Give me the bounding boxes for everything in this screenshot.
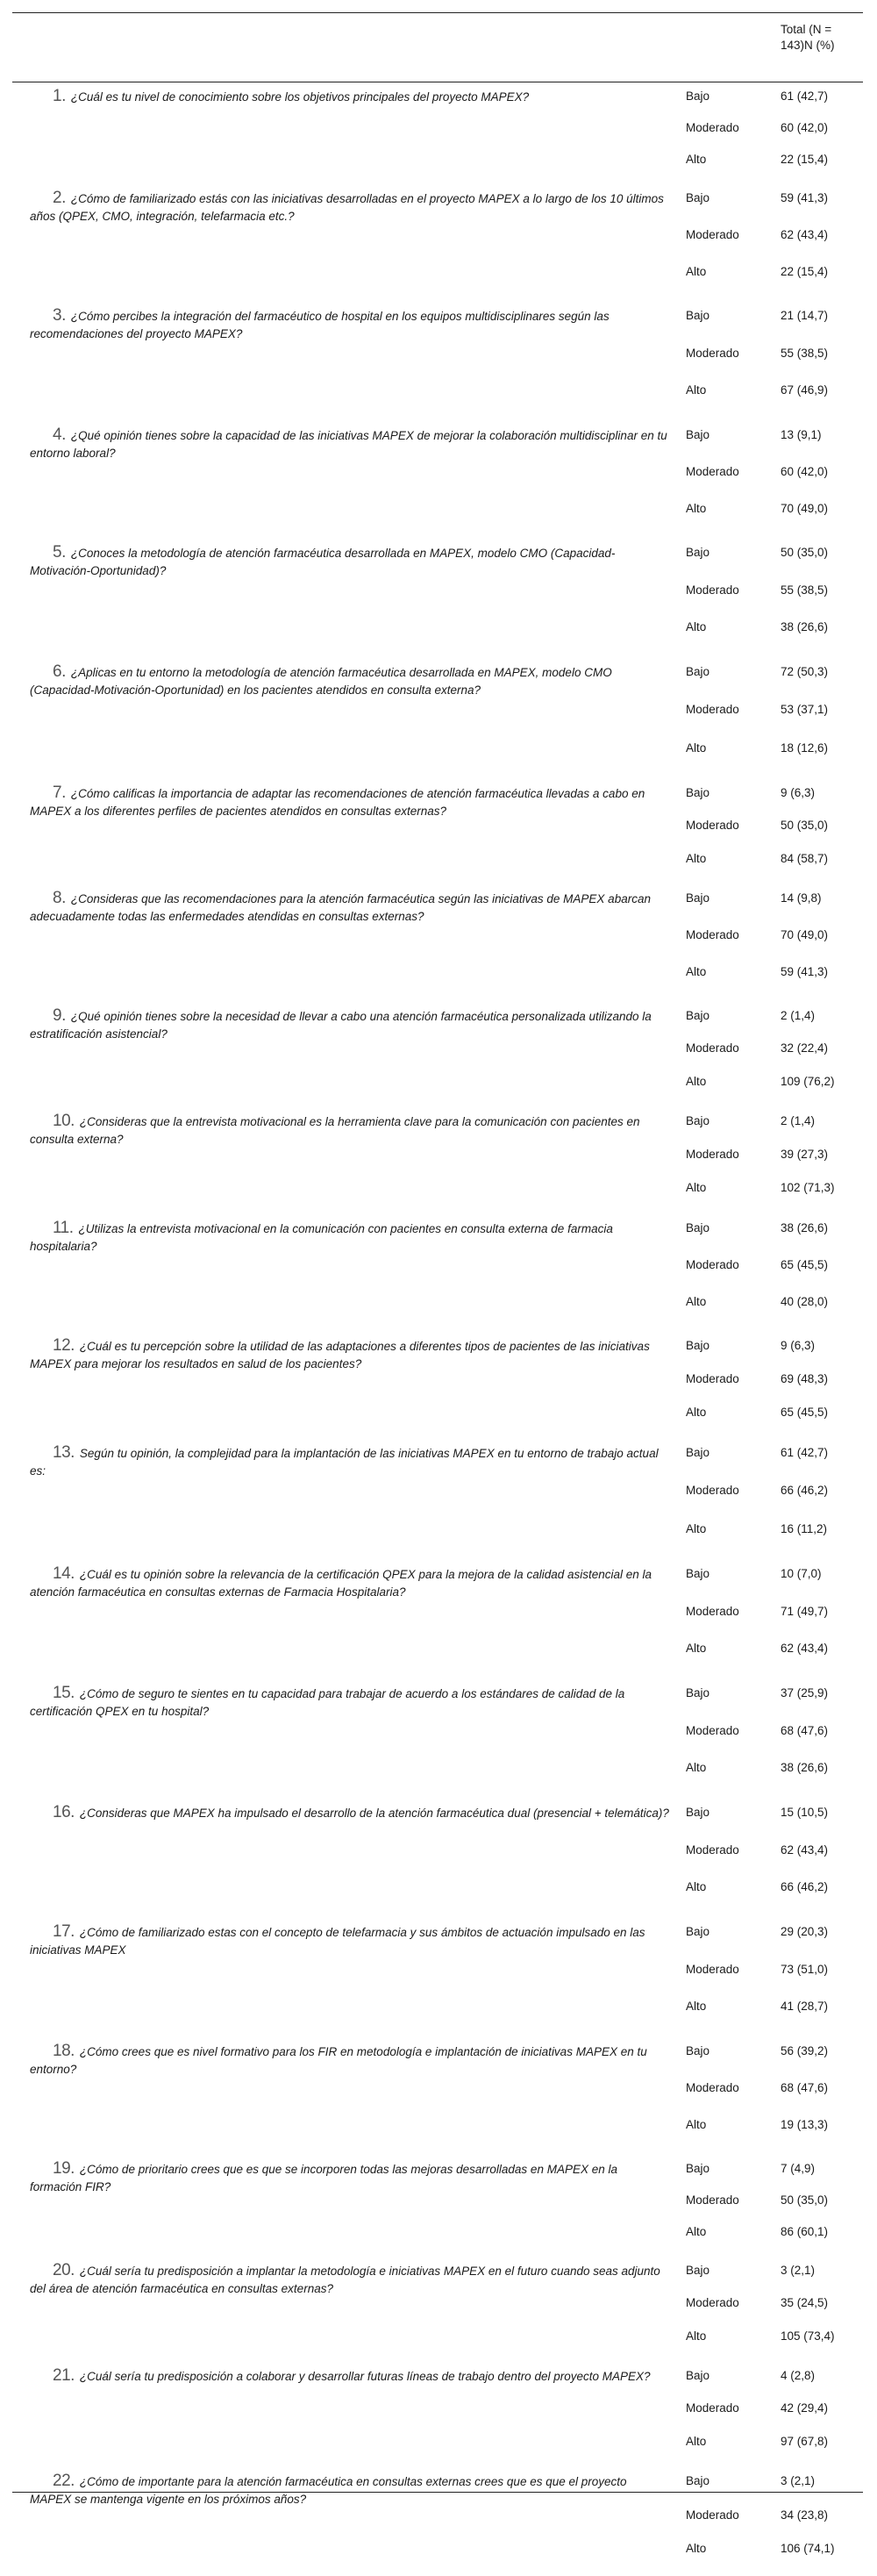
question-block	[12, 1332, 863, 1439]
response-level: Bajo	[686, 2264, 710, 2277]
response-count: 105 (73,4)	[781, 2329, 835, 2343]
question-label: ¿Qué opinión tienes sobre la necesidad de llevar a cabo una atención farmacéutica personalizada utilizando la estratificación asistencial?	[30, 1010, 652, 1041]
question-number: 11 .	[53, 1219, 74, 1237]
response-count: 9 (6,3)	[781, 786, 816, 799]
question-block	[12, 1918, 863, 2037]
response-count: 14 (9,8)	[781, 891, 822, 905]
response-level: Bajo	[686, 428, 710, 441]
response-count: 61 (42,7)	[781, 89, 829, 103]
response-count: 19 (13,3)	[781, 2118, 829, 2131]
question-block	[12, 1560, 863, 1679]
response-count: 55 (38,5)	[781, 347, 829, 360]
response-count: 67 (46,9)	[781, 383, 829, 397]
response-count: 73 (51,0)	[781, 1963, 829, 1976]
response-level: Bajo	[686, 2369, 710, 2382]
question-label: ¿Cuál sería tu predisposición a colaborar y desarrollar futuras líneas de trabajo dentro del proyecto MAPEX?	[79, 2370, 651, 2383]
response-level: Alto	[686, 502, 707, 515]
response-count: 53 (37,1)	[781, 703, 829, 716]
response-count: 3 (2,1)	[781, 2474, 816, 2487]
response-count: 66 (46,2)	[781, 1880, 829, 1893]
question-label: ¿Utilizas la entrevista motivacional en la comunicación con pacientes en consulta externa de farmacia hospitalaria?	[30, 1222, 613, 1253]
question-text	[30, 1923, 670, 1959]
response-count: 84 (58,7)	[781, 852, 829, 865]
question-block	[12, 2362, 863, 2467]
response-level: Alto	[686, 2329, 707, 2343]
response-count: 50 (35,0)	[781, 546, 829, 559]
response-level: Moderado	[686, 2401, 739, 2415]
response-count: 86 (60,1)	[781, 2225, 829, 2238]
response-count: 40 (28,0)	[781, 1295, 829, 1308]
table-header	[12, 12, 863, 82]
total-column-header: Total (N = 143)N (%)	[781, 23, 835, 52]
response-count: 65 (45,5)	[781, 1258, 829, 1271]
response-level: Moderado	[686, 1963, 739, 1976]
question-label: ¿Cómo de importante para la atención farmacéutica en consultas externas crees que es que el proyecto MAPEX se mantenga vigente en los próximos años?	[30, 2475, 627, 2506]
response-level: Bajo	[686, 2162, 710, 2175]
question-text	[30, 784, 670, 820]
question-block	[12, 1214, 863, 1332]
response-level: Moderado	[686, 1605, 739, 1618]
response-count: 39 (27,3)	[781, 1148, 829, 1161]
response-count: 3 (2,1)	[781, 2264, 816, 2277]
question-label: ¿Cómo crees que es nivel formativo para los FIR en metodología e implantación de iniciativas MAPEX en tu entorno?	[30, 2045, 647, 2076]
question-text	[30, 544, 670, 580]
question-text	[30, 1685, 670, 1721]
question-block	[12, 1439, 863, 1560]
response-level: Moderado	[686, 1258, 739, 1271]
response-level: Bajo	[686, 1221, 710, 1234]
question-number: 3 .	[53, 306, 66, 325]
response-level: Alto	[686, 2225, 707, 2238]
response-count: 41 (28,7)	[781, 2000, 829, 2013]
question-number: 4 .	[53, 426, 66, 444]
question-label: ¿Cuál es tu opinión sobre la relevancia de la certificación QPEX para la mejora de la calidad asistencial en la atención farmacéutica en consultas externas de Farmacia Hospitalaria?	[30, 1568, 652, 1599]
response-count: 62 (43,4)	[781, 228, 829, 241]
question-text	[30, 190, 670, 225]
question-label: ¿Cuál es tu percepción sobre la utilidad de las adaptaciones a diferentes tipos de pacientes de las iniciativas MAPEX para mejorar los resultados en salud de los pacientes?	[30, 1340, 650, 1370]
survey-table	[12, 12, 863, 2576]
question-text	[30, 890, 670, 926]
response-level: Bajo	[686, 309, 710, 322]
response-level: Bajo	[686, 1114, 710, 1127]
response-count: 9 (6,3)	[781, 1339, 816, 1352]
response-count: 62 (43,4)	[781, 1642, 829, 1655]
response-level: Moderado	[686, 2296, 739, 2309]
question-block	[12, 1679, 863, 1799]
response-level: Moderado	[686, 928, 739, 941]
response-count: 72 (50,3)	[781, 665, 829, 678]
question-label: ¿Cuál sería tu predisposición a implantar la metodología e iniciativas MAPEX en el futuro cuando seas adjunto del área de atención farmacéutica en consultas externas?	[30, 2265, 660, 2295]
question-label: ¿Cómo de seguro te sientes en tu capacidad para trabajar de acuerdo a los estándares de calidad de la certificación QPEX en tu hospital?	[30, 1687, 625, 1718]
question-block	[12, 2257, 863, 2362]
question-block	[12, 1107, 863, 1214]
question-block	[12, 184, 863, 302]
response-level: Alto	[686, 1295, 707, 1308]
response-level: Moderado	[686, 1041, 739, 1055]
response-level: Alto	[686, 265, 707, 278]
response-count: 61 (42,7)	[781, 1446, 829, 1459]
question-number: 14 .	[53, 1564, 75, 1583]
question-label: ¿Consideras que la entrevista motivacional es la herramienta clave para la comunicación con pacientes en consulta externa?	[30, 1115, 640, 1146]
question-block	[12, 658, 863, 779]
response-level: Moderado	[686, 121, 739, 134]
response-count: 15 (10,5)	[781, 1806, 829, 1819]
response-count: 102 (71,3)	[781, 1181, 835, 1194]
question-number: 15 .	[53, 1684, 75, 1702]
response-count: 18 (12,6)	[781, 741, 829, 755]
response-count: 10 (7,0)	[781, 1567, 822, 1580]
question-number: 22 .	[53, 2472, 75, 2490]
question-block	[12, 2037, 863, 2155]
question-text	[30, 2160, 670, 2196]
question-number: 13 .	[53, 1443, 75, 1462]
response-count: 4 (2,8)	[781, 2369, 816, 2382]
response-count: 2 (1,4)	[781, 1009, 816, 1022]
question-block	[12, 2155, 863, 2257]
question-number: 20 .	[53, 2261, 75, 2279]
response-count: 13 (9,1)	[781, 428, 822, 441]
response-level: Bajo	[686, 1339, 710, 1352]
response-count: 38 (26,6)	[781, 1221, 829, 1234]
question-text	[30, 663, 670, 699]
question-text	[30, 1113, 670, 1148]
question-label: ¿Aplicas en tu entorno la metodología de atención farmacéutica desarrollada en MAPEX, modelo CMO (Capacidad-Motivación-Oportunidad) en los pacientes atendidos en consulta externa?	[30, 666, 612, 697]
response-count: 38 (26,6)	[781, 620, 829, 633]
question-text	[30, 88, 670, 106]
response-count: 29 (20,3)	[781, 1925, 829, 1938]
response-level: Bajo	[686, 2474, 710, 2487]
question-label: ¿Cómo calificas la importancia de adaptar las recomendaciones de atención farmacéutica llevadas a cabo en MAPEX a los diferentes perfiles de pacientes atendidos en consultas externas?	[30, 787, 645, 818]
response-count: 50 (35,0)	[781, 2193, 829, 2207]
response-level: Bajo	[686, 546, 710, 559]
response-level: Alto	[686, 153, 707, 166]
question-text	[30, 1220, 670, 1256]
question-number: 7 .	[53, 784, 66, 802]
question-label: ¿Cuál es tu nivel de conocimiento sobre los objetivos principales del proyecto MAPEX?	[70, 90, 530, 104]
response-count: 70 (49,0)	[781, 928, 829, 941]
response-level: Moderado	[686, 1724, 739, 1737]
response-level: Bajo	[686, 1686, 710, 1699]
question-label: ¿Qué opinión tienes sobre la capacidad de las iniciativas MAPEX de mejorar la colaboración multidisciplinar en tu entorno laboral?	[30, 429, 667, 460]
question-text	[30, 1007, 670, 1043]
response-level: Moderado	[686, 465, 739, 478]
response-level: Moderado	[686, 2193, 739, 2207]
response-level: Alto	[686, 2118, 707, 2131]
response-count: 60 (42,0)	[781, 465, 829, 478]
question-block	[12, 1002, 863, 1107]
question-text	[30, 1444, 670, 1480]
response-level: Moderado	[686, 703, 739, 716]
response-level: Moderado	[686, 228, 739, 241]
response-level: Alto	[686, 2435, 707, 2448]
response-count: 21 (14,7)	[781, 309, 829, 322]
response-level: Moderado	[686, 2508, 739, 2522]
response-count: 35 (24,5)	[781, 2296, 829, 2309]
response-count: 65 (45,5)	[781, 1406, 829, 1419]
response-level: Bajo	[686, 1009, 710, 1022]
response-count: 42 (29,4)	[781, 2401, 829, 2415]
question-block	[12, 2467, 863, 2576]
response-count: 7 (4,9)	[781, 2162, 816, 2175]
response-count: 55 (38,5)	[781, 583, 829, 597]
response-count: 2 (1,4)	[781, 1114, 816, 1127]
response-level: Alto	[686, 1880, 707, 1893]
response-level: Bajo	[686, 2044, 710, 2057]
response-level: Bajo	[686, 1446, 710, 1459]
question-number: 17 .	[53, 1922, 75, 1941]
question-label: ¿Conoces la metodología de atención farmacéutica desarrollada en MAPEX, modelo CMO (Capacidad-Motivación-Oportunidad)?	[30, 547, 616, 577]
response-level: Alto	[686, 1522, 707, 1535]
question-label: ¿Cómo percibes la integración del farmacéutico de hospital en los equipos multidisciplinares según las recomendaciones del proyecto MAPEX?	[30, 310, 610, 340]
response-level: Moderado	[686, 583, 739, 597]
response-level: Bajo	[686, 191, 710, 204]
question-number: 6 .	[53, 662, 66, 681]
question-number: 21 .	[53, 2366, 75, 2385]
question-text	[30, 1565, 670, 1601]
response-count: 38 (26,6)	[781, 1761, 829, 1774]
response-level: Bajo	[686, 1567, 710, 1580]
question-number: 16 .	[53, 1803, 75, 1821]
response-count: 59 (41,3)	[781, 191, 829, 204]
question-block	[12, 884, 863, 1002]
question-text	[30, 2262, 670, 2298]
question-label: ¿Cómo de prioritario crees que es que se incorporen todas las mejoras desarrolladas en MAPEX en la formación FIR?	[30, 2163, 617, 2193]
response-level: Alto	[686, 2542, 707, 2555]
question-text	[30, 307, 670, 343]
response-count: 106 (74,1)	[781, 2542, 835, 2555]
question-label: ¿Consideras que las recomendaciones para la atención farmacéutica según las iniciativas de MAPEX abarcan adecuadamente todas las enfermedades atendidas en consultas externas?	[30, 892, 651, 923]
question-label: ¿Cómo de familiarizado estás con las iniciativas desarrolladas en el proyecto MAPEX a lo largo de los 10 últimos años (QPEX, CMO, integración, telefarmacia etc.?	[30, 192, 664, 223]
question-block	[12, 82, 863, 184]
response-level: Moderado	[686, 2081, 739, 2094]
question-number: 10 .	[53, 1112, 75, 1130]
response-count: 70 (49,0)	[781, 502, 829, 515]
response-level: Alto	[686, 852, 707, 865]
response-level: Moderado	[686, 1372, 739, 1385]
response-count: 66 (46,2)	[781, 1484, 829, 1497]
response-level: Moderado	[686, 1148, 739, 1161]
response-level: Bajo	[686, 891, 710, 905]
response-count: 71 (49,7)	[781, 1605, 829, 1618]
response-level: Bajo	[686, 786, 710, 799]
response-count: 22 (15,4)	[781, 153, 829, 166]
response-level: Alto	[686, 741, 707, 755]
question-number: 12 .	[53, 1336, 75, 1355]
response-level: Alto	[686, 383, 707, 397]
question-text	[30, 2472, 670, 2508]
question-number: 9 .	[53, 1006, 66, 1025]
question-block	[12, 1799, 863, 1918]
response-level: Alto	[686, 1075, 707, 1088]
response-level: Moderado	[686, 347, 739, 360]
response-count: 69 (48,3)	[781, 1372, 829, 1385]
question-number: 18 .	[53, 2042, 75, 2060]
response-count: 22 (15,4)	[781, 265, 829, 278]
response-count: 97 (67,8)	[781, 2435, 829, 2448]
question-number: 19 .	[53, 2159, 75, 2178]
response-count: 68 (47,6)	[781, 1724, 829, 1737]
question-number: 5 .	[53, 543, 66, 562]
question-number: 2 .	[53, 189, 66, 207]
response-level: Alto	[686, 1406, 707, 1419]
response-count: 37 (25,9)	[781, 1686, 829, 1699]
response-count: 34 (23,8)	[781, 2508, 829, 2522]
response-level: Alto	[686, 965, 707, 978]
response-level: Bajo	[686, 1806, 710, 1819]
response-count: 50 (35,0)	[781, 819, 829, 832]
response-count: 62 (43,4)	[781, 1843, 829, 1857]
question-text	[30, 1337, 670, 1373]
question-text	[30, 426, 670, 462]
response-level: Alto	[686, 1761, 707, 1774]
response-level: Alto	[686, 2000, 707, 2013]
response-count: 32 (22,4)	[781, 1041, 829, 1055]
response-level: Moderado	[686, 1843, 739, 1857]
response-level: Bajo	[686, 89, 710, 103]
question-block	[12, 779, 863, 884]
response-count: 109 (76,2)	[781, 1075, 835, 1088]
question-label: Según tu opinión, la complejidad para la implantación de las iniciativas MAPEX en tu entorno de trabajo actual es:	[30, 1447, 659, 1478]
question-text	[30, 1804, 670, 1822]
question-block	[12, 421, 863, 539]
question-label: ¿Cómo de familiarizado estas con el concepto de telefarmacia y sus ámbitos de actuación impulsado en las iniciativas MAPEX	[30, 1926, 645, 1957]
table-body	[12, 82, 863, 2576]
response-count: 60 (42,0)	[781, 121, 829, 134]
question-block	[12, 302, 863, 421]
response-count: 56 (39,2)	[781, 2044, 829, 2057]
table-bottom-rule	[12, 2492, 863, 2493]
question-number: 1 .	[53, 87, 66, 105]
response-count: 59 (41,3)	[781, 965, 829, 978]
question-text	[30, 2043, 670, 2079]
response-level: Moderado	[686, 819, 739, 832]
response-count: 68 (47,6)	[781, 2081, 829, 2094]
response-level: Moderado	[686, 1484, 739, 1497]
response-level: Bajo	[686, 1925, 710, 1938]
question-number: 8 .	[53, 889, 66, 907]
question-text	[30, 2367, 670, 2386]
question-block	[12, 539, 863, 658]
response-level: Bajo	[686, 665, 710, 678]
response-level: Alto	[686, 1642, 707, 1655]
response-level: Alto	[686, 1181, 707, 1194]
response-level: Alto	[686, 620, 707, 633]
response-count: 16 (11,2)	[781, 1522, 828, 1535]
question-label: ¿Consideras que MAPEX ha impulsado el desarrollo de la atención farmacéutica dual (presencial + telemática)?	[79, 1807, 669, 1820]
